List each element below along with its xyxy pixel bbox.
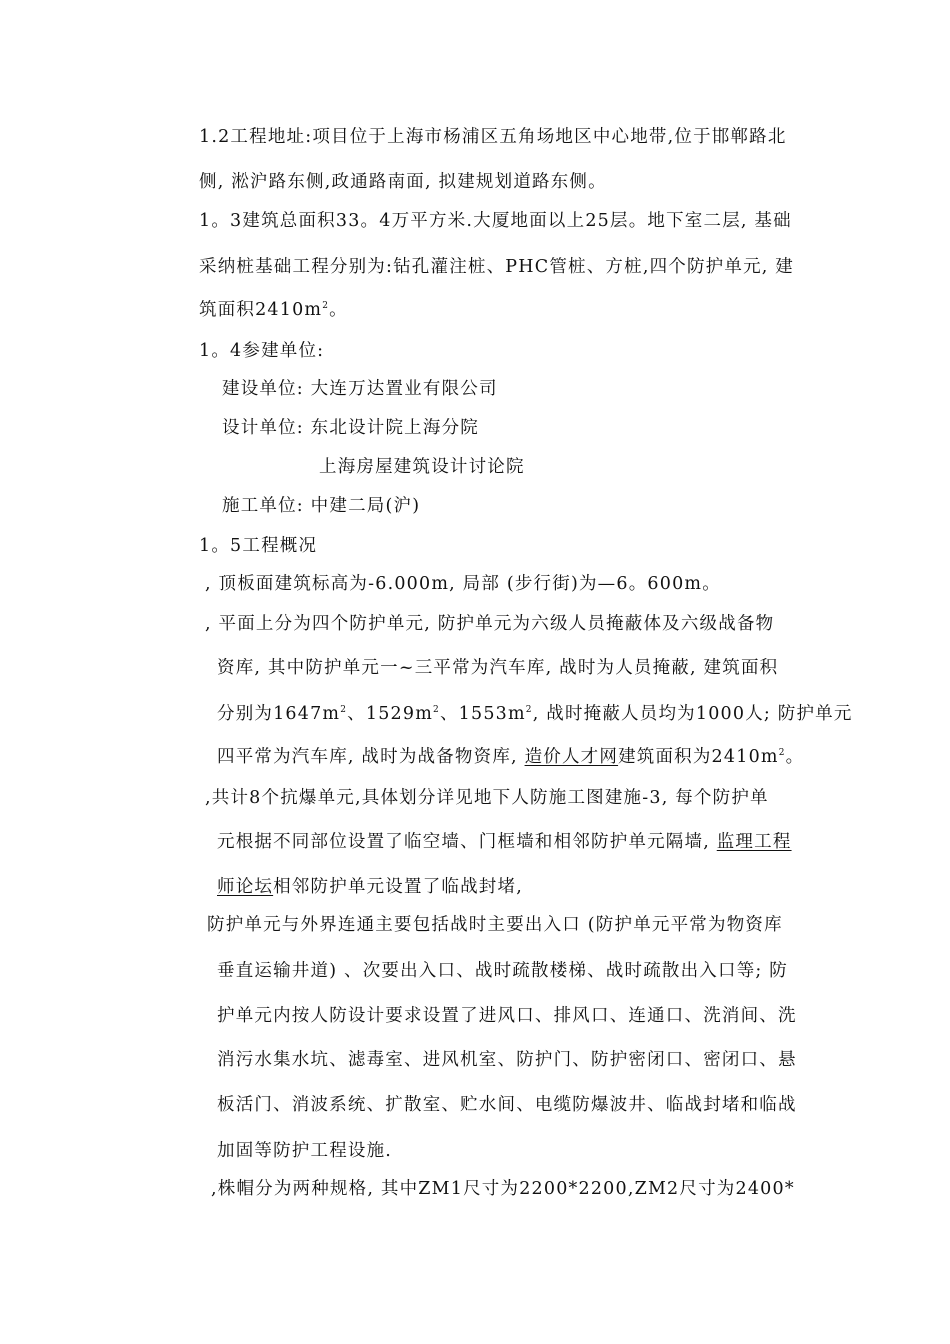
p2-line-4-unit: 2: [778, 748, 786, 758]
p2-line-4-text: 四平常为汽车库, 战时为战备物资库,: [217, 747, 525, 767]
area-text-end: 。: [329, 300, 348, 320]
client-row: [222, 378, 498, 400]
overview-p2-line-2: 资库, 其中防护单元一~三平常为汽车库, 战时为人员掩蔽, 建筑面积: [217, 658, 779, 678]
area-line-end: , 战时掩蔽人员均为1000人; 防护单元: [532, 704, 853, 724]
area-text: 筑面积2410m: [199, 300, 323, 320]
overview-p4-line-1: 防护单元与外界连通主要包括战时主要出入口 (防护单元平常为物资库: [207, 915, 783, 935]
section-1-3-line-2: 采纳桩基础工程分别为:钻孔灌注桩、PHC管桩、方桩,四个防护单元, 建: [199, 257, 795, 277]
area-1-unit: 2: [340, 705, 348, 715]
designer-value-2: 上海房屋建筑设计讨论院: [319, 457, 525, 477]
area-3: 、1553m: [439, 704, 526, 724]
contractor-row: [222, 495, 420, 517]
overview-p2-line-1: , 平面上分为四个防护单元, 防护单元为六级人员掩蔽体及六级战备物: [205, 614, 775, 634]
section-1-2-line-1: 1.2工程地址:项目位于上海市杨浦区五角场地区中心地带,位于邯郸路北: [199, 127, 787, 147]
area-unit-superscript: 2: [322, 301, 330, 311]
p2-line-4-area: 建筑面积为2410m: [618, 747, 779, 767]
contractor-label: 施工单位:: [222, 496, 304, 516]
area-3-unit: 2: [525, 705, 533, 715]
overview-p4-line-3: 护单元内按人防设计要求设置了进风口、排风口、连通口、洗消间、洗: [217, 1006, 797, 1026]
p2-line-4-end: 。: [785, 747, 805, 767]
jianli-luntan-link-part-1[interactable]: 监理工程: [716, 832, 792, 852]
overview-p1: , 顶板面建筑标高为-6.000m, 局部 (步行街)为—6。600m。: [205, 574, 721, 594]
section-1-5-heading: 1。5工程概况: [199, 536, 318, 556]
overview-p4-line-6: 加固等防护工程设施.: [217, 1141, 393, 1161]
overview-p3-line-1: ,共计8个抗爆单元,具体划分详见地下人防施工图建施-3, 每个防护单: [205, 788, 769, 808]
contractor-value: 中建二局(沪): [310, 496, 421, 516]
area-2: 、1529m: [347, 704, 434, 724]
section-1-3-line-3: [199, 299, 348, 321]
client-label: 建设单位:: [222, 379, 304, 399]
section-1-3-line-1: 1。3建筑总面积33。4万平方米.大厦地面以上25层。地下室二层, 基础: [199, 211, 792, 231]
overview-p3-line-2: [217, 831, 792, 853]
area-2-unit: 2: [433, 705, 440, 715]
area-1: 分别为1647m: [217, 704, 341, 724]
overview-p3-line-3: [217, 876, 523, 898]
designer-row: [222, 417, 479, 439]
p3-line-2-text: 元根据不同部位设置了临空墙、门框墙和相邻防护单元隔墙,: [217, 832, 717, 852]
designer-label: 设计单位:: [222, 418, 304, 438]
overview-p4-line-2: 垂直运输井道) 、次要出入口、战时疏散楼梯、战时疏散出入口等; 防: [217, 961, 788, 981]
overview-p4-line-5: 板活门、消波系统、扩散室、贮水间、电缆防爆波井、临战封堵和临战: [217, 1095, 797, 1115]
p3-line-3-text: 相邻防护单元设置了临战封堵,: [273, 877, 523, 897]
jianli-luntan-link-part-2[interactable]: 师论坛: [217, 877, 274, 897]
overview-p2-line-3: [217, 703, 853, 725]
client-value: 大连万达置业有限公司: [310, 379, 498, 399]
section-1-2-line-2: 侧, 淞沪路东侧,政通路南面, 拟建规划道路东侧。: [199, 172, 607, 192]
overview-p2-line-4: [217, 746, 804, 768]
designer-value-1: 东北设计院上海分院: [310, 418, 479, 438]
overview-p5-line-1: ,株帽分为两种规格, 其中ZM1尺寸为2200*2200,ZM2尺寸为2400*: [211, 1179, 795, 1199]
section-1-4-heading: 1。4参建单位:: [199, 341, 325, 361]
zaojia-rencai-link[interactable]: 造价人才网: [524, 747, 619, 767]
overview-p4-line-4: 消污水集水坑、滤毒室、进风机室、防护门、防护密闭口、密闭口、悬: [217, 1050, 797, 1070]
